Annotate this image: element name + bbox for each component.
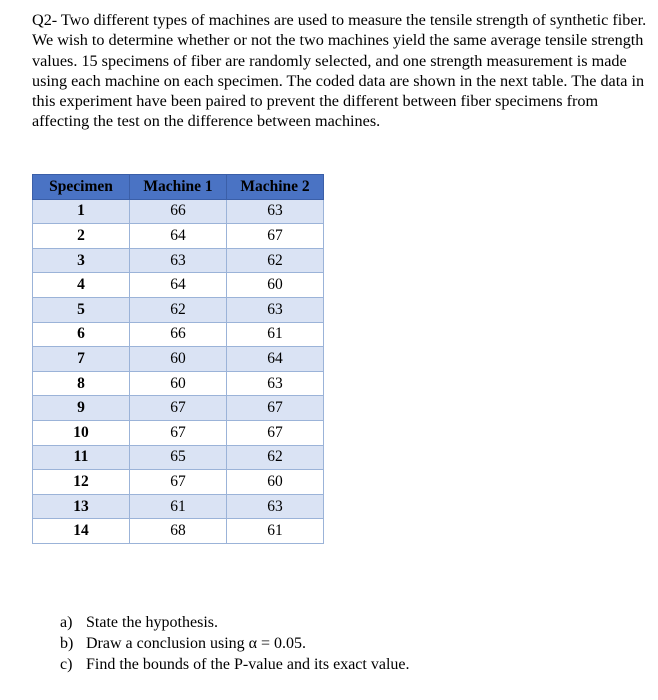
part-text: Draw a conclusion using α = 0.05.: [86, 635, 307, 652]
machine-2-cell: 63: [227, 297, 324, 322]
machine-2-cell: 63: [227, 199, 324, 224]
specimen-cell: 13: [33, 494, 130, 519]
specimen-cell: 2: [33, 224, 130, 249]
question-parts-list: [60, 612, 409, 675]
table-row: [33, 494, 324, 519]
header-specimen: Specimen: [33, 175, 130, 200]
question-text: Q2- Two different types of machines are used to measure the tensile strength of synthetic fiber. We wish to determine whether or not the two machines yield the same average tensile strength values. 15 specimens of fiber are randomly selected, and one strength measurement is made using each machine on each specimen. The coded data are shown in the next table. The data in this experiment have been paired to prevent the different between fiber specimens from affecting the test on the difference between machines.: [32, 11, 647, 131]
machine-1-cell: 65: [130, 445, 227, 470]
machine-1-cell: 63: [130, 248, 227, 273]
machine-1-cell: 67: [130, 396, 227, 421]
machine-1-cell: 68: [130, 519, 227, 544]
machine-1-cell: 64: [130, 273, 227, 298]
part-marker: c): [60, 656, 73, 673]
machine-2-cell: 60: [227, 470, 324, 495]
machine-2-cell: 62: [227, 248, 324, 273]
part-text: Find the bounds of the P-value and its exact value.: [86, 656, 410, 673]
header-machine-2: Machine 2: [227, 175, 324, 200]
machine-1-cell: 61: [130, 494, 227, 519]
machine-2-cell: 63: [227, 494, 324, 519]
machine-1-cell: 66: [130, 199, 227, 224]
specimen-cell: 1: [33, 199, 130, 224]
machine-1-cell: 60: [130, 347, 227, 372]
part-text: State the hypothesis.: [86, 614, 218, 631]
specimen-cell: 12: [33, 470, 130, 495]
part-marker: a): [60, 614, 73, 631]
table-body: [33, 199, 324, 543]
specimen-cell: 8: [33, 371, 130, 396]
machine-1-cell: 62: [130, 297, 227, 322]
machine-1-cell: 64: [130, 224, 227, 249]
header-machine-1: Machine 1: [130, 175, 227, 200]
table-row: [33, 396, 324, 421]
specimen-cell: 10: [33, 420, 130, 445]
table-row: [33, 273, 324, 298]
data-table: [32, 174, 324, 544]
table-row: [33, 519, 324, 544]
table-row: [33, 347, 324, 372]
specimen-cell: 3: [33, 248, 130, 273]
machine-2-cell: 61: [227, 519, 324, 544]
machine-1-cell: 67: [130, 470, 227, 495]
table-row: [33, 297, 324, 322]
table-row: [33, 371, 324, 396]
list-item: [60, 633, 409, 654]
part-marker: b): [60, 635, 74, 652]
specimen-cell: 5: [33, 297, 130, 322]
list-item: [60, 612, 409, 633]
machine-2-cell: 61: [227, 322, 324, 347]
machine-2-cell: 64: [227, 347, 324, 372]
specimen-cell: 11: [33, 445, 130, 470]
specimen-cell: 14: [33, 519, 130, 544]
machine-2-cell: 67: [227, 396, 324, 421]
machine-2-cell: 60: [227, 273, 324, 298]
table-row: [33, 470, 324, 495]
machine-1-cell: 60: [130, 371, 227, 396]
table-row: [33, 420, 324, 445]
table-row: [33, 445, 324, 470]
machine-2-cell: 62: [227, 445, 324, 470]
table-header-row: [33, 175, 324, 200]
table-row: [33, 322, 324, 347]
table-row: [33, 199, 324, 224]
table-row: [33, 248, 324, 273]
specimen-cell: 4: [33, 273, 130, 298]
table-row: [33, 224, 324, 249]
machine-2-cell: 67: [227, 224, 324, 249]
machine-1-cell: 67: [130, 420, 227, 445]
machine-1-cell: 66: [130, 322, 227, 347]
specimen-cell: 9: [33, 396, 130, 421]
list-item: [60, 654, 409, 675]
machine-2-cell: 63: [227, 371, 324, 396]
specimen-cell: 7: [33, 347, 130, 372]
machine-2-cell: 67: [227, 420, 324, 445]
specimen-cell: 6: [33, 322, 130, 347]
